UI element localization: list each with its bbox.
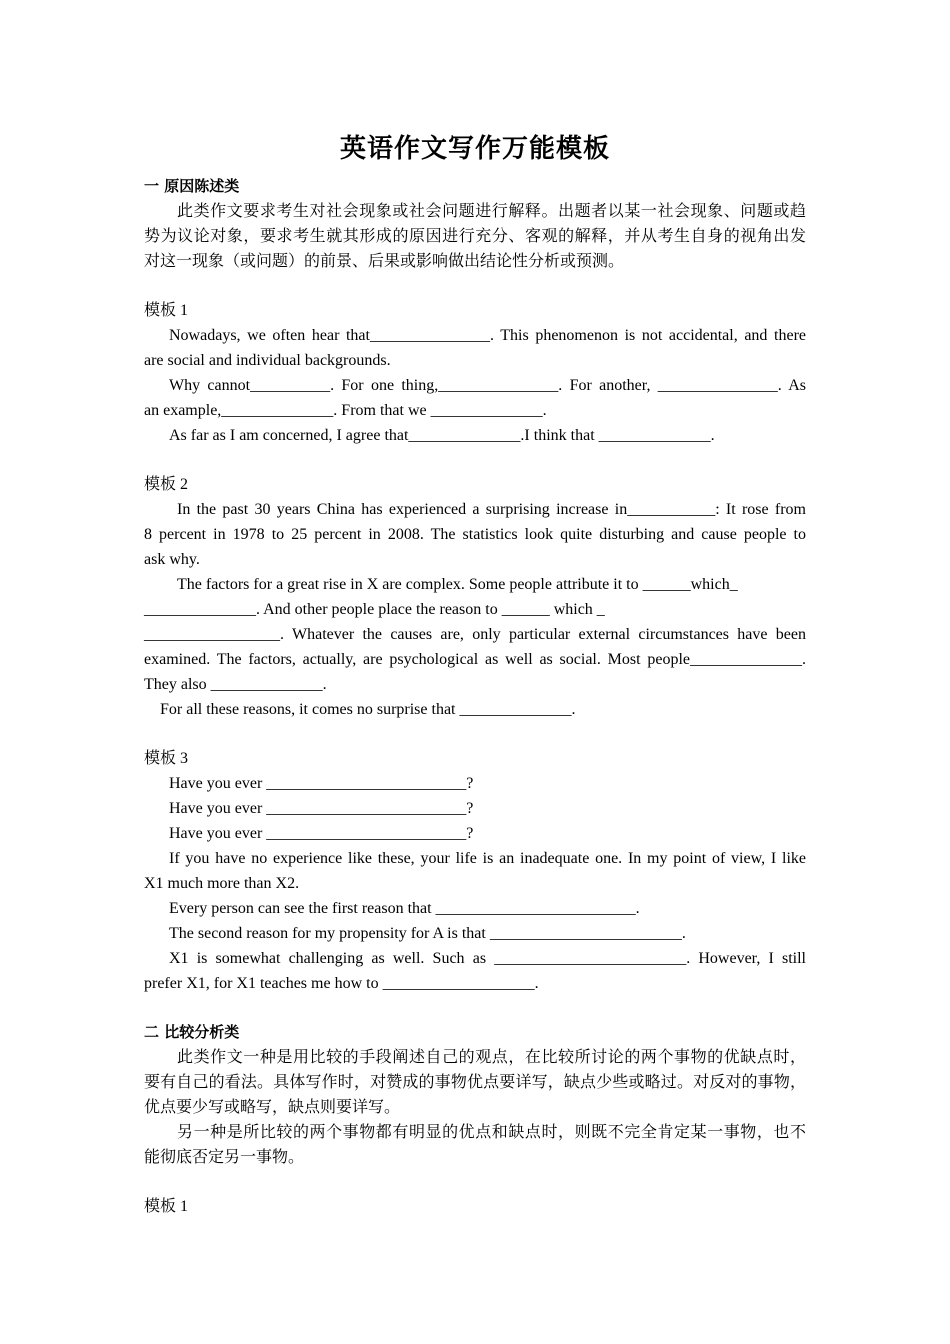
paragraph-line: _________________. Whatever the causes are, only particular external circumstances have been bbox=[144, 626, 806, 643]
paragraph-line: 对这一现象（或问题）的前景、后果或影响做出结论性分析或预测。 bbox=[144, 253, 625, 270]
paragraph-line: are social and individual backgrounds. bbox=[144, 352, 391, 369]
paragraph-line: X1 is somewhat challenging as well. Such as ________________________. However, I still bbox=[169, 950, 806, 967]
paragraph-line: 要有自己的看法。具体写作时，对赞成的事物优点要详写，缺点少些或略过。对反对的事物， bbox=[144, 1074, 806, 1091]
paragraph-line: an example,______________. From that we ______________. bbox=[144, 402, 547, 419]
section-heading: 一 原因陈述类 bbox=[144, 177, 240, 195]
paragraph-line: 势为议论对象，要求考生就其形成的原因进行充分、客观的解释，并从考生自身的视角出发 bbox=[144, 228, 806, 245]
paragraph-line: 能彻底否定另一事物。 bbox=[144, 1149, 305, 1166]
paragraph-line: examined. The factors, actually, are psychological as well as social. Most people______________. bbox=[144, 651, 806, 668]
paragraph-line: For all these reasons, it comes no surprise that ______________. bbox=[160, 701, 576, 718]
paragraph-line: If you have no experience like these, your life is an inadequate one. In my point of view, I like bbox=[169, 850, 806, 867]
paragraph-line: 另一种是所比较的两个事物都有明显的优点和缺点时，则既不完全肯定某一事物，也不 bbox=[177, 1124, 806, 1141]
paragraph-line: 8 percent in 1978 to 25 percent in 2008. The statistics look quite disturbing and cause people to bbox=[144, 526, 806, 543]
section-heading: 二 比较分析类 bbox=[144, 1023, 240, 1041]
template-label: 模板 1 bbox=[144, 1198, 189, 1215]
paragraph-line: As far as I am concerned, I agree that______________.I think that ______________. bbox=[169, 427, 715, 444]
template-label: 模板 2 bbox=[144, 476, 189, 493]
paragraph-line: 此类作文要求考生对社会现象或社会问题进行解释。出题者以某一社会现象、问题或趋 bbox=[177, 203, 806, 220]
paragraph-line: 优点要少写或略写，缺点则要详写。 bbox=[144, 1099, 401, 1116]
paragraph-line: Have you ever _________________________? bbox=[169, 825, 474, 842]
paragraph-line: They also ______________. bbox=[144, 676, 327, 693]
document-body bbox=[144, 174, 806, 1219]
paragraph-line: The second reason for my propensity for A is that ________________________. bbox=[169, 925, 686, 942]
paragraph-line: X1 much more than X2. bbox=[144, 875, 300, 892]
paragraph-line: Why cannot__________. For one thing,_______________. For another, _______________. As bbox=[169, 377, 806, 394]
paragraph-line: The factors for a great rise in X are complex. Some people attribute it to ______which_ bbox=[177, 576, 738, 593]
paragraph-line: Every person can see the first reason that _________________________. bbox=[169, 900, 640, 917]
paragraph-line: prefer X1, for X1 teaches me how to ___________________. bbox=[144, 975, 539, 992]
paragraph-line: Have you ever _________________________? bbox=[169, 775, 474, 792]
paragraph-line: In the past 30 years China has experienced a surprising increase in___________: It rose from bbox=[177, 501, 806, 518]
paragraph-line: ______________. And other people place the reason to ______ which _ bbox=[144, 601, 605, 618]
template-label: 模板 1 bbox=[144, 302, 189, 319]
paragraph-line: Nowadays, we often hear that_______________. This phenomenon is not accidental, and there bbox=[169, 327, 806, 344]
paragraph-line: ask why. bbox=[144, 551, 200, 568]
paragraph-line: 此类作文一种是用比较的手段阐述自己的观点，在比较所讨论的两个事物的优缺点时， bbox=[177, 1049, 806, 1066]
paragraph-line: Have you ever _________________________? bbox=[169, 800, 474, 817]
page-title: 英语作文写作万能模板 bbox=[339, 134, 610, 163]
template-label: 模板 3 bbox=[144, 750, 189, 767]
